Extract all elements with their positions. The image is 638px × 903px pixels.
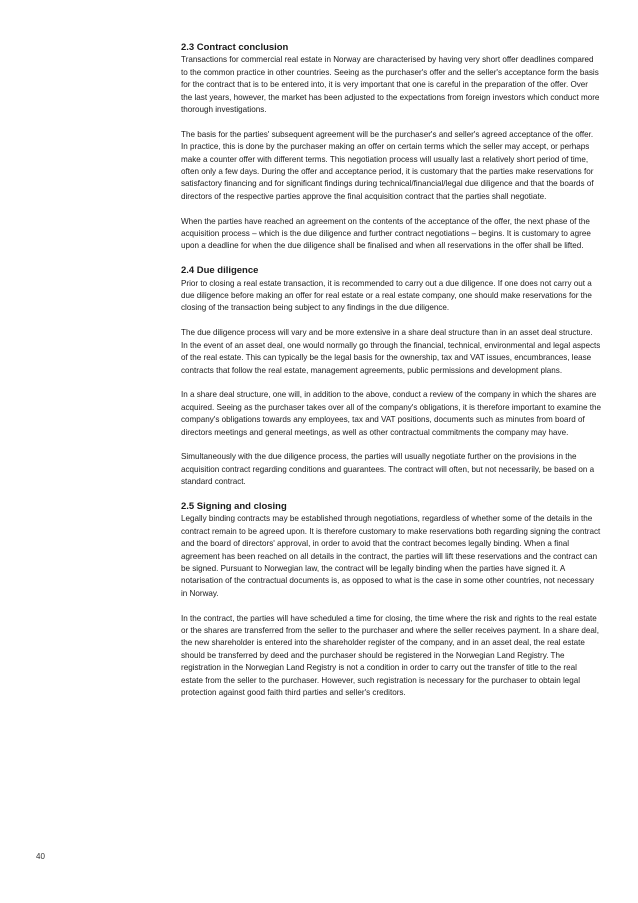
paragraph: The due diligence process will vary and be more extensive in a share deal structure than in an asset deal structure. In the event of an asset deal, one would normally go through the financial, technical, environmental and legal aspects of the real estate. This can typically be the legal basis for the ownership, tax and VAT issues, encumbrances, lease contracts that follow the real estate, management agreements, public permissions and development plans.	[181, 328, 601, 375]
page-number: 40	[36, 852, 45, 861]
section-heading: 2.5 Signing and closing	[181, 500, 287, 512]
paragraph: Transactions for commercial real estate in Norway are characterised by having very short offer deadlines compared to the common practice in other countries. Seeing as the purchaser's offer and the seller's acceptance form the basis for the contract that is to be entered into, it is very important that one is careful in the preparation of the offer. Over the last years, however, the market has been adjusted to the expectations from foreign investors which conduct more thorough investigations.	[181, 55, 600, 115]
paragraph: In the contract, the parties will have scheduled a time for closing, the time where the risk and rights to the real estate or the shares are transferred from the seller to the purchaser and where the seller receives payment. In a share deal, the new shareholder is entered into the shareholder register of the company, and in an asset deal, the real estate should be transferred by deed and the purchaser should be registered in the Norwegian Land Registry. The registration in the Norwegian Land Registry is not a condition in order to carry out the transfer of title to the real estate from the seller to the purchaser. However, such registration is necessary for the purchaser to obtain legal protection against good faith third parties and seller's creditors.	[181, 613, 599, 697]
document-body	[181, 42, 601, 712]
paragraph: The basis for the parties' subsequent agreement will be the purchaser's and seller's agreed acceptance of the offer. In practice, this is done by the purchaser making an offer on certain terms which the seller may accept, or perhaps make a counter offer with different terms. This negotiation process will usually last a relatively short period of time, often only a few days. During the offer and acceptance period, it is customary that the parties make reservations for satisfactory financing and for significant findings during technical/financial/legal due diligence and that the boards of directors of the respective parties approve the final acquisition contract that the parties shall negotiate.	[181, 129, 594, 201]
paragraph: Legally binding contracts may be established through negotiations, regardless of whether some of the details in the contract remain to be agreed upon. It is therefore customary to make reservations both regarding signing the contract and the board of directors' approval, in order to avoid that the contract becomes legally binding. When a final agreement has been reached on all details in the contract, the parties will lift these reservations and the contract can be signed. Pursuant to Norwegian law, the contract will be legally binding when the parties have signed it. A notarisation of the contractual documents is, as opposed to what is the case in some other countries, not necessary in Norway.	[181, 514, 601, 598]
section-due-diligence	[181, 265, 601, 488]
section-heading: 2.3 Contract conclusion	[181, 42, 289, 53]
section-contract-conclusion	[181, 42, 601, 253]
section-heading: 2.4 Due diligence	[181, 265, 259, 277]
section-signing-and-closing	[181, 501, 601, 699]
paragraph: Simultaneously with the due diligence process, the parties will usually negotiate further on the provisions in the acquisition contract regarding conditions and guarantees. The contract will often, but not necessarily, be based on a standard contract.	[181, 452, 595, 487]
paragraph: In a share deal structure, one will, in addition to the above, conduct a review of the company in which the shares are acquired. Seeing as the purchaser takes over all of the company's obligations, it is therefore important to examine the company's obligations towards any employees, tax and VAT positions, documents such as minutes from board of directors meetings and general meetings, as well as other contractual commitments the company may have.	[181, 390, 601, 437]
paragraph: Prior to closing a real estate transaction, it is recommended to carry out a due diligence. If one does not carry out a due diligence before making an offer for real estate or a real estate company, one should make reservations for the closing of the transaction being subject to any findings in the due diligence.	[181, 278, 592, 313]
paragraph: When the parties have reached an agreement on the contents of the acceptance of the offer, the next phase of the acquisition process – which is the due diligence and further contract negotiations – begins. It is customary to agree upon a deadline for when the due diligence shall be finalised and when all reservations in the offer shall be lifted.	[181, 216, 591, 251]
